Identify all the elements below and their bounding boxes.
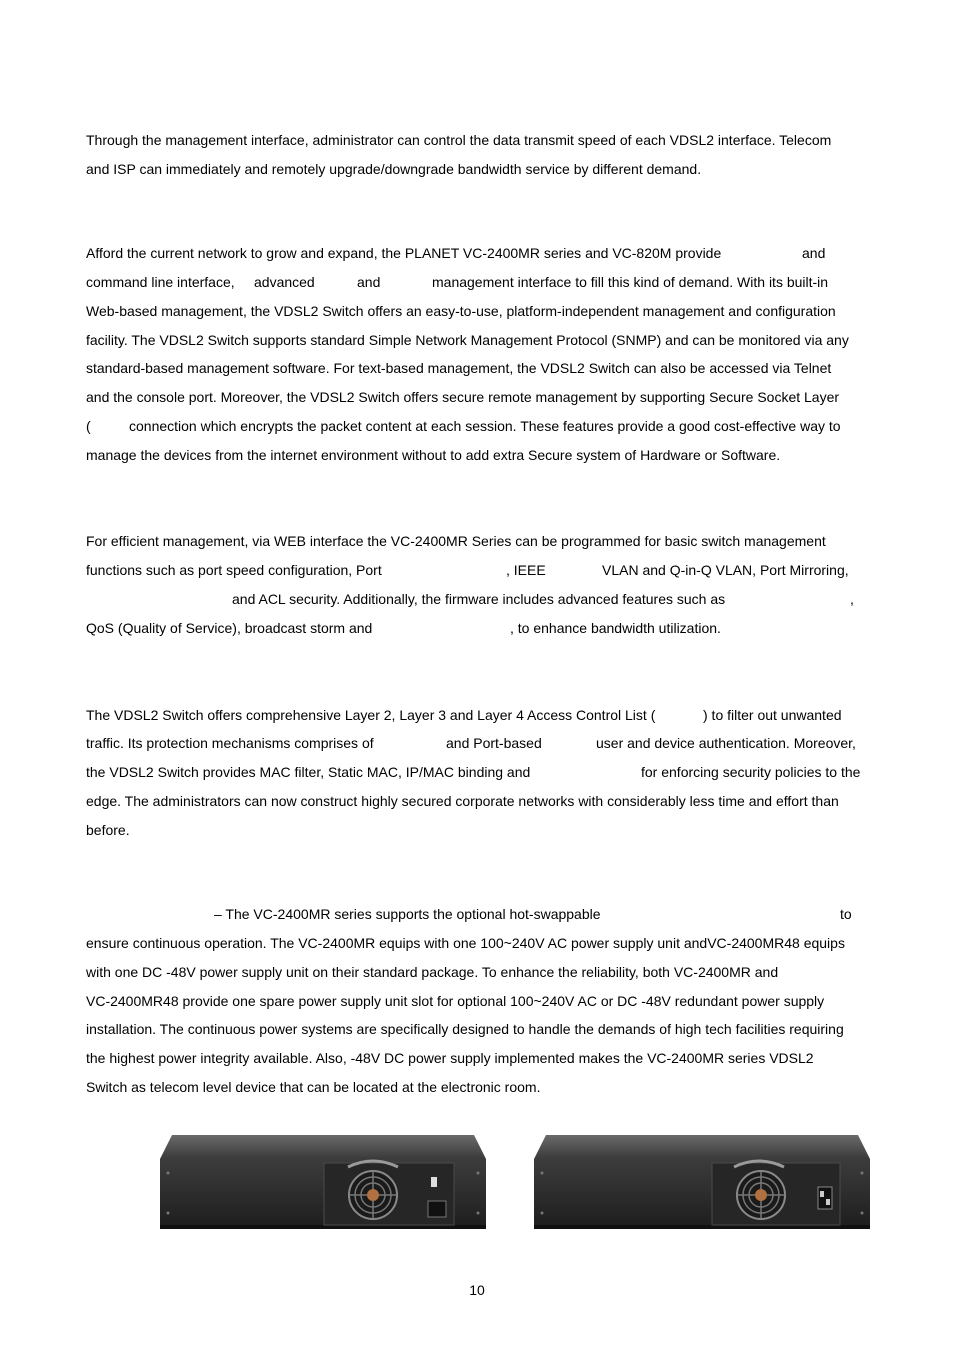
p2-line-7a: (	[86, 418, 91, 434]
p2-line-1b: and	[802, 245, 826, 261]
p2-line-7b: connection which encrypts the packet content at each session. These features provide a good cost-effective way to	[129, 418, 841, 434]
p1-line-1: Through the management interface, administrator can control the data transmit speed of each VDSL2 interface. Telecom	[86, 132, 832, 148]
p2-line-4: facility. The VDSL2 Switch supports standard Simple Network Management Protocol (SNMP) and can be monitored via any	[86, 332, 849, 348]
p2-line-6: and the console port. Moreover, the VDSL2 Switch offers secure remote management by supporting Secure Socket Layer	[86, 389, 840, 405]
p4-line-1a: The VDSL2 Switch offers comprehensive Layer 2, Layer 3 and Layer 4 Access Control List (	[86, 707, 656, 723]
p2-line-2d: management interface to fill this kind of demand. With its built-in	[432, 274, 829, 290]
p2-line-5: standard-based management software. For text-based management, the VDSL2 Switch can also be accessed via Telnet	[86, 360, 832, 376]
ac-model-rear-panel-image	[160, 1133, 486, 1229]
p5-line-4: VC-2400MR48 provide one spare power supply unit slot for optional 100~240V AC or DC -48V redundant power supply	[86, 993, 825, 1009]
p3-line-2c: VLAN and Q-in-Q VLAN, Port Mirroring,	[602, 562, 849, 578]
p2-line-8: manage the devices from the internet environment without to add extra Secure system of Hardware or Software.	[86, 447, 781, 463]
p5-line-1b: to	[840, 906, 852, 922]
p3-line-1: For efficient management, via WEB interface the VC-2400MR Series can be programmed for basic switch management	[86, 533, 826, 549]
p5-line-6: the highest power integrity available. Also, -48V DC power supply implemented makes the VC-2400MR series VDSL2	[86, 1050, 814, 1066]
p3-line-2a: functions such as port speed configuration, Port	[86, 562, 382, 578]
p3-line-2b: , IEEE	[506, 562, 546, 578]
p5-line-3: with one DC -48V power supply unit on their standard package. To enhance the reliability, both VC-2400MR and	[86, 964, 779, 980]
p2-line-2a: command line interface,	[86, 274, 235, 290]
p5-line-7: Switch as telecom level device that can be located at the electronic room.	[86, 1079, 541, 1095]
page-number: 10	[469, 1282, 485, 1298]
p5-line-2: ensure continuous operation. The VC-2400MR equips with one 100~240V AC power supply unit andVC-2400MR48 equips	[86, 935, 845, 951]
p2-line-2c: and	[357, 274, 381, 290]
p3-line-4b: , to enhance bandwidth utilization.	[510, 620, 721, 636]
p2-line-1a: Afford the current network to grow and expand, the PLANET VC-2400MR series and VC-820M provide	[86, 245, 722, 261]
p4-line-2b: and Port-based	[446, 735, 542, 751]
p3-line-3b: ,	[850, 591, 854, 607]
p4-line-1b: ) to filter out unwanted	[703, 707, 842, 723]
p2-line-2b: advanced	[254, 274, 315, 290]
p4-line-3a: the VDSL2 Switch provides MAC filter, Static MAC, IP/MAC binding and	[86, 764, 531, 780]
p3-line-4a: QoS (Quality of Service), broadcast storm and	[86, 620, 373, 636]
p5-line-1a: – The VC-2400MR series supports the optional hot-swappable	[214, 906, 601, 922]
p4-line-5: before.	[86, 822, 130, 838]
p4-line-2c: user and device authentication. Moreover,	[596, 735, 856, 751]
p4-line-4: edge. The administrators can now construct highly secured corporate networks with considerably less time and effort than	[86, 793, 839, 809]
p4-line-2a: traffic. Its protection mechanisms comprises of	[86, 735, 374, 751]
p1-line-2: and ISP can immediately and remotely upgrade/downgrade bandwidth service by different demand.	[86, 161, 702, 177]
p2-line-3: Web-based management, the VDSL2 Switch offers an easy-to-use, platform-independent management and configuration	[86, 303, 836, 319]
dc-model-rear-panel-image	[534, 1133, 870, 1229]
p5-line-5: installation. The continuous power systems are specifically designed to handle the demands of high tech facilities requiring	[86, 1021, 844, 1037]
p3-line-3a: and ACL security. Additionally, the firmware includes advanced features such as	[232, 591, 726, 607]
p4-line-3b: for enforcing security policies to the	[641, 764, 861, 780]
